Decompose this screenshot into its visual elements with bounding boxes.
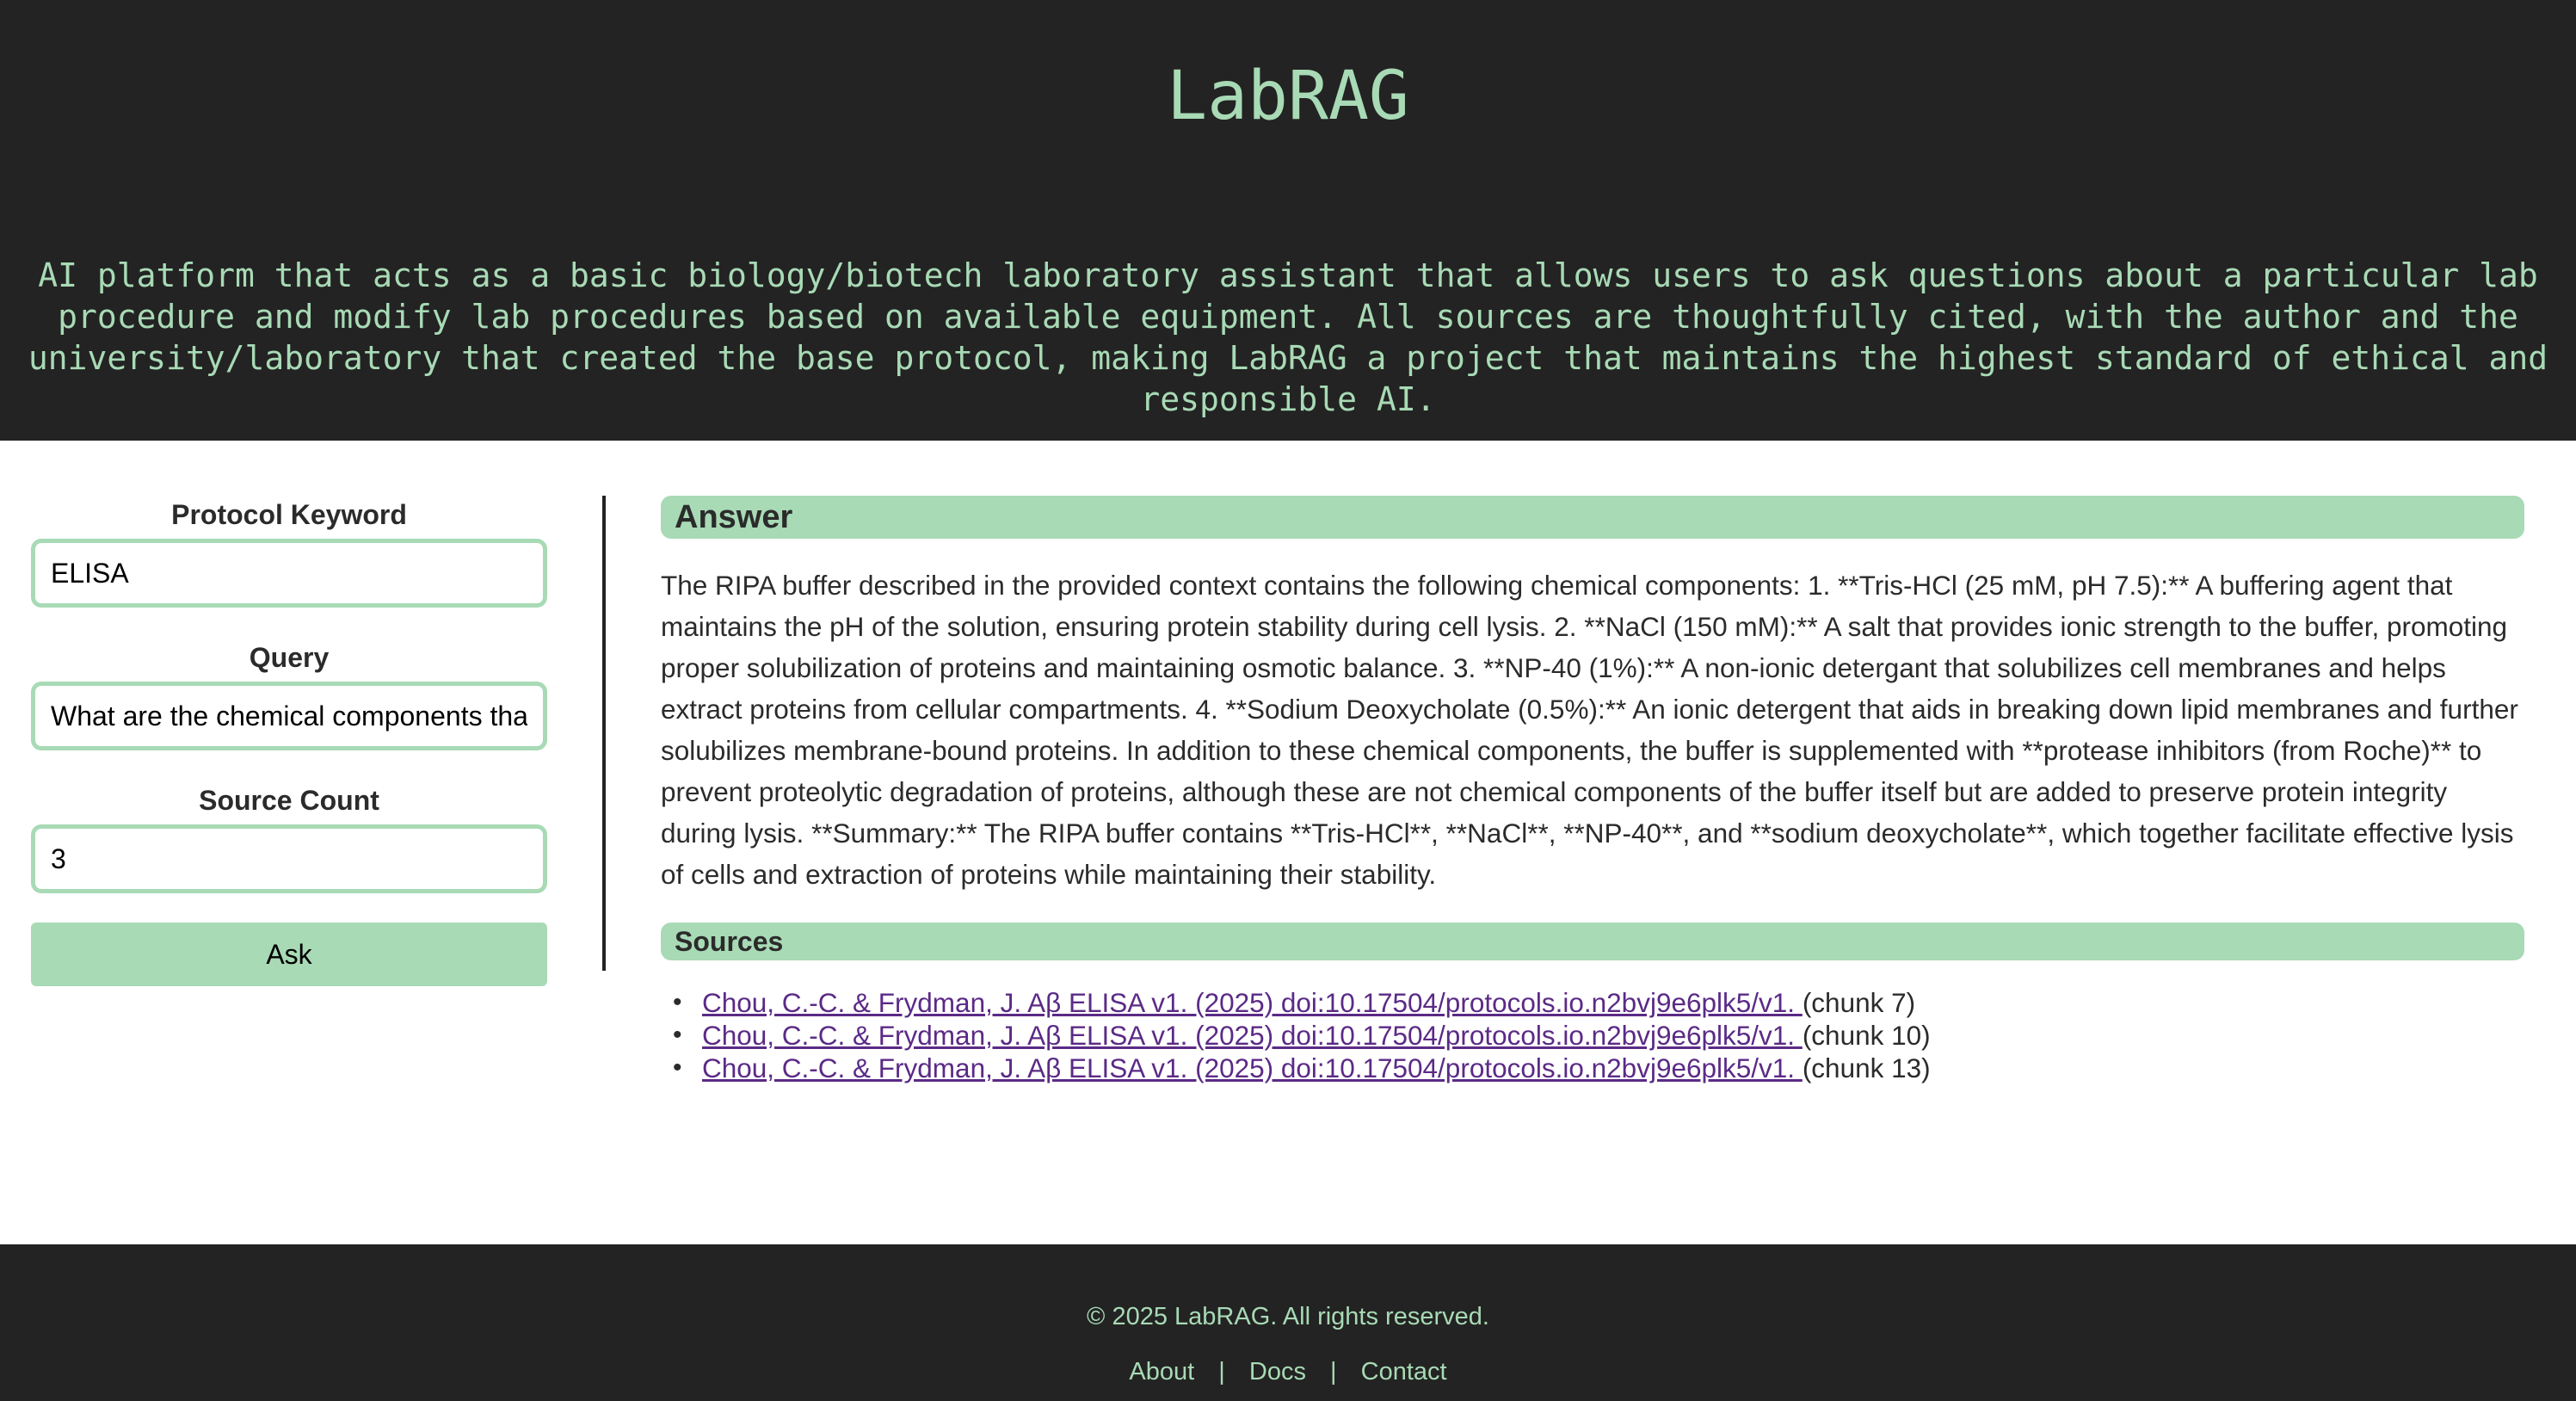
footer-link-docs[interactable]: Docs xyxy=(1248,1358,1306,1386)
answer-heading: Answer xyxy=(661,496,2524,539)
site-footer xyxy=(0,1244,2576,1401)
query-label: Query xyxy=(249,642,330,673)
query-form xyxy=(31,497,547,986)
source-link[interactable]: Chou, C.-C. & Frydman, J. Aβ ELISA v1. (2025) doi:10.17504/protocols.io.n2bvj9e6plk5/v1. xyxy=(702,1052,1803,1083)
bullet-icon: • xyxy=(673,988,682,1016)
sources-heading: Sources xyxy=(661,923,2524,960)
footer-separator: | xyxy=(1218,1358,1225,1386)
answer-panel xyxy=(661,496,2524,1084)
source-chunk: (chunk 13) xyxy=(1802,1052,1931,1083)
sources-list xyxy=(661,986,2524,1084)
source-count-input[interactable] xyxy=(31,824,547,893)
vertical-divider xyxy=(602,496,606,971)
source-item xyxy=(661,1019,2524,1052)
footer-link-about[interactable]: About xyxy=(1129,1358,1195,1386)
source-link[interactable]: Chou, C.-C. & Frydman, J. Aβ ELISA v1. (2025) doi:10.17504/protocols.io.n2bvj9e6plk5/v1. xyxy=(702,1020,1803,1051)
answer-text: The RIPA buffer described in the provided context contains the following chemical components: 1. **Tris-HCl (25 mM, pH 7.5):** A buffering agent that maintains the pH of the solution, ensuring protein stability during cell lysis. 2. **NaCl (150 mM):** A salt that provides ionic strength to the buffer, promoting proper solubilization of proteins and maintaining osmotic balance. 3. **NP-40 (1%):** A non-ionic detergant that solubilizes cell membranes and helps extract proteins from cellular compartments. 4. **Sodium Deoxycholate (0.5%):** An ionic detergent that aids in breaking down lipid membranes and further solubilizes membrane-bound proteins. In addition to these chemical components, the buffer is supplemented with **protease inhibitors (from Roche)** to prevent proteolytic degradation of proteins, although these are not chemical components of the buffer itself but are added to preserve protein integrity during lysis. **Summary:** The RIPA buffer contains **Tris-HCl**, **NaCl**, **NP-40**, and **sodium deoxycholate**, which together facilitate effective lysis of cells and extraction of proteins while maintaining their stability. xyxy=(661,570,2518,890)
copyright-text: © 2025 LabRAG. All rights reserved. xyxy=(1087,1303,1489,1330)
app-description: AI platform that acts as a basic biology/biotech laboratory assistant that allows users to ask questions about a particular lab procedure and modify lab procedures based on available equipment. All sources are thoughtfully cited, with the author and the university/laboratory that created the base protocol, making LabRAG a project that maintains the highest standard of ethical and responsible AI. xyxy=(28,256,2548,418)
source-link[interactable]: Chou, C.-C. & Frydman, J. Aβ ELISA v1. (2025) doi:10.17504/protocols.io.n2bvj9e6plk5/v1. xyxy=(702,987,1803,1018)
source-item xyxy=(661,1052,2524,1084)
footer-nav xyxy=(0,1355,2576,1389)
source-chunk: (chunk 7) xyxy=(1802,987,1916,1018)
source-chunk: (chunk 10) xyxy=(1802,1020,1931,1051)
source-item xyxy=(661,986,2524,1019)
site-header xyxy=(0,0,2576,441)
app-title: LabRAG xyxy=(1167,58,1409,135)
source-count-label: Source Count xyxy=(199,785,379,816)
footer-separator: | xyxy=(1330,1358,1337,1386)
protocol-keyword-label: Protocol Keyword xyxy=(171,499,407,530)
query-input[interactable] xyxy=(31,682,547,750)
bullet-icon: • xyxy=(673,1053,682,1082)
footer-link-contact[interactable]: Contact xyxy=(1360,1358,1447,1386)
ask-button[interactable]: Ask xyxy=(31,923,547,986)
main-content xyxy=(0,441,2576,1244)
bullet-icon: • xyxy=(673,1021,682,1049)
protocol-keyword-input[interactable] xyxy=(31,539,547,608)
